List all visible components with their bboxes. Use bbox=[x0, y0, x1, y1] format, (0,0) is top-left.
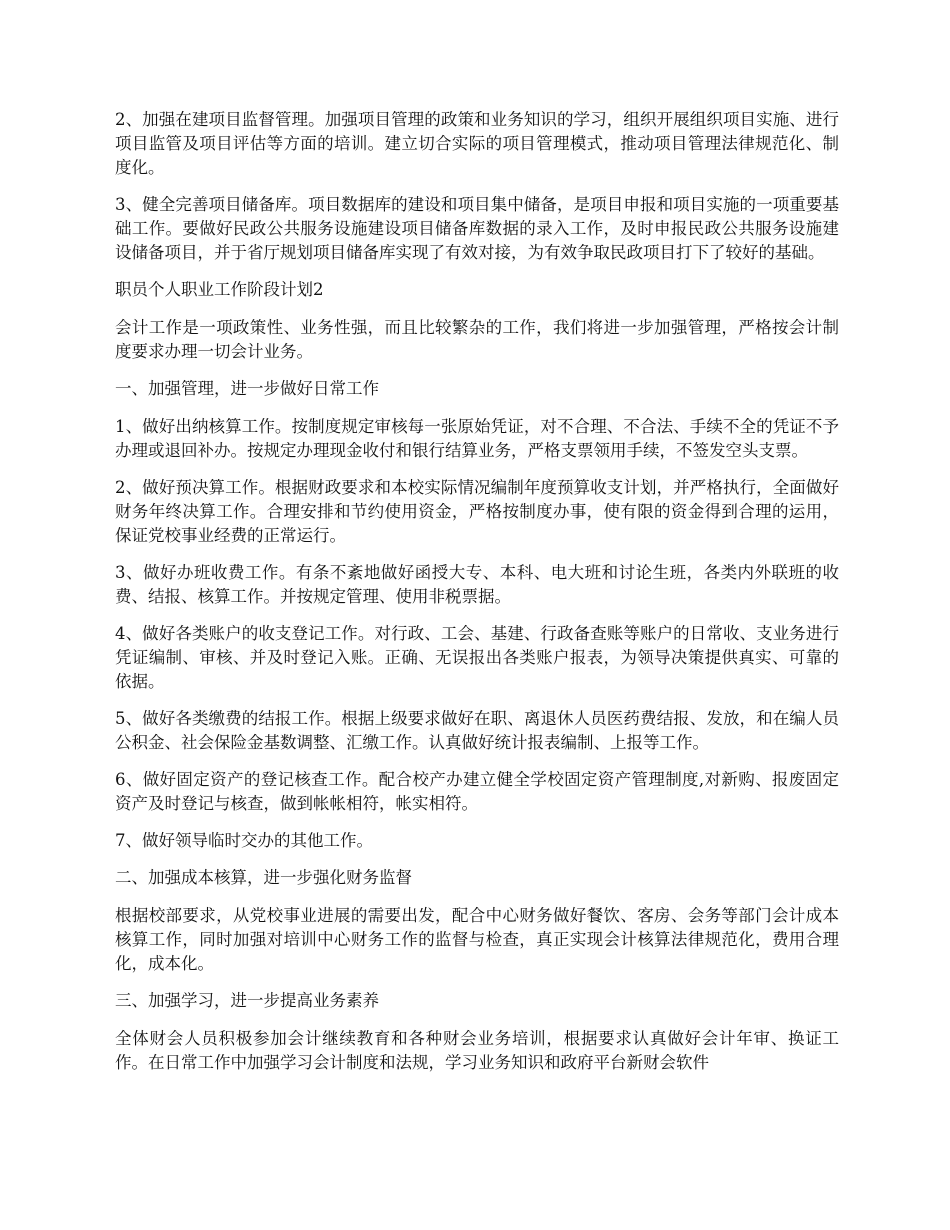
section-title: 职员个人职业工作阶段计划2 bbox=[115, 280, 324, 299]
document-body bbox=[115, 108, 839, 1088]
paragraph-task-6: 6、做好固定资产的登记核查工作。配合校产办建立健全学校固定资产管理制度,对新购、报废固定资产及时登记与核查，做到帐帐相符，帐实相符。 bbox=[115, 770, 839, 813]
heading-1: 一、加强管理，进一步做好日常工作 bbox=[115, 379, 379, 398]
paragraph-task-5: 5、做好各类缴费的结报工作。根据上级要求做好在职、离退休人员医药费结报、发放，和在编人员公积金、社会保险金基数调整、汇缴工作。认真做好统计报表编制、上报等工作。 bbox=[115, 709, 839, 752]
heading-3: 三、加强学习，进一步提高业务素养 bbox=[115, 991, 379, 1010]
paragraph-item-2: 2、加强在建项目监督管理。加强项目管理的政策和业务知识的学习，组织开展组织项目实施、进行项目监管及项目评估等方面的培训。建立切合实际的项目管理模式，推动项目管理法律规范化、制度化。 bbox=[115, 110, 839, 177]
paragraph-task-3: 3、做好办班收费工作。有条不紊地做好函授大专、本科、电大班和讨论生班，各类内外联班的收费、结报、核算工作。并按规定管理、使用非税票据。 bbox=[115, 563, 839, 606]
paragraph-task-7: 7、做好领导临时交办的其他工作。 bbox=[115, 831, 373, 850]
paragraph-task-1: 1、做好出纳核算工作。按制度规定审核每一张原始凭证，对不合理、不合法、手续不全的凭证不予办理或退回补办。按规定办理现金收付和银行结算业务，严格支票领用手续，不签发空头支票。 bbox=[115, 417, 839, 460]
heading-2: 二、加强成本核算，进一步强化财务监督 bbox=[115, 868, 412, 887]
paragraph-task-2: 2、做好预决算工作。根据财政要求和本校实际情况编制年度预算收支计划，并严格执行，全面做好财务年终决算工作。合理安排和节约使用资金，严格按制度办事，使有限的资金得到合理的运用，保证党校事业经费的正常运行。 bbox=[115, 478, 839, 545]
paragraph-learning: 全体财会人员积极参加会计继续教育和各种财会业务培训，根据要求认真做好会计年审、换证工作。在日常工作中加强学习会计制度和法规，学习业务知识和政府平台新财会软件 bbox=[115, 1029, 839, 1072]
paragraph-cost-accounting: 根据校部要求，从党校事业进展的需要出发，配合中心财务做好餐饮、客房、会务等部门会计成本核算工作，同时加强对培训中心财务工作的监督与检查，真正实现会计核算法律规范化，费用合理化，成本化。 bbox=[115, 906, 839, 973]
intro-paragraph: 会计工作是一项政策性、业务性强，而且比较繁杂的工作，我们将进一步加强管理，严格按会计制度要求办理一切会计业务。 bbox=[115, 318, 839, 361]
paragraph-task-4: 4、做好各类账户的收支登记工作。对行政、工会、基建、行政备查账等账户的日常收、支业务进行凭证编制、审核、并及时登记入账。正确、无误报出各类账户报表，为领导决策提供真实、可靠的依据。 bbox=[115, 624, 839, 691]
paragraph-item-3: 3、健全完善项目储备库。项目数据库的建设和项目集中储备，是项目申报和项目实施的一项重要基础工作。要做好民政公共服务设施建设项目储备库数据的录入工作，及时申报民政公共服务设施建设储备项目，并于省厅规划项目储备库实现了有效对接，为有效争取民政项目打下了较好的基础。 bbox=[115, 195, 839, 262]
